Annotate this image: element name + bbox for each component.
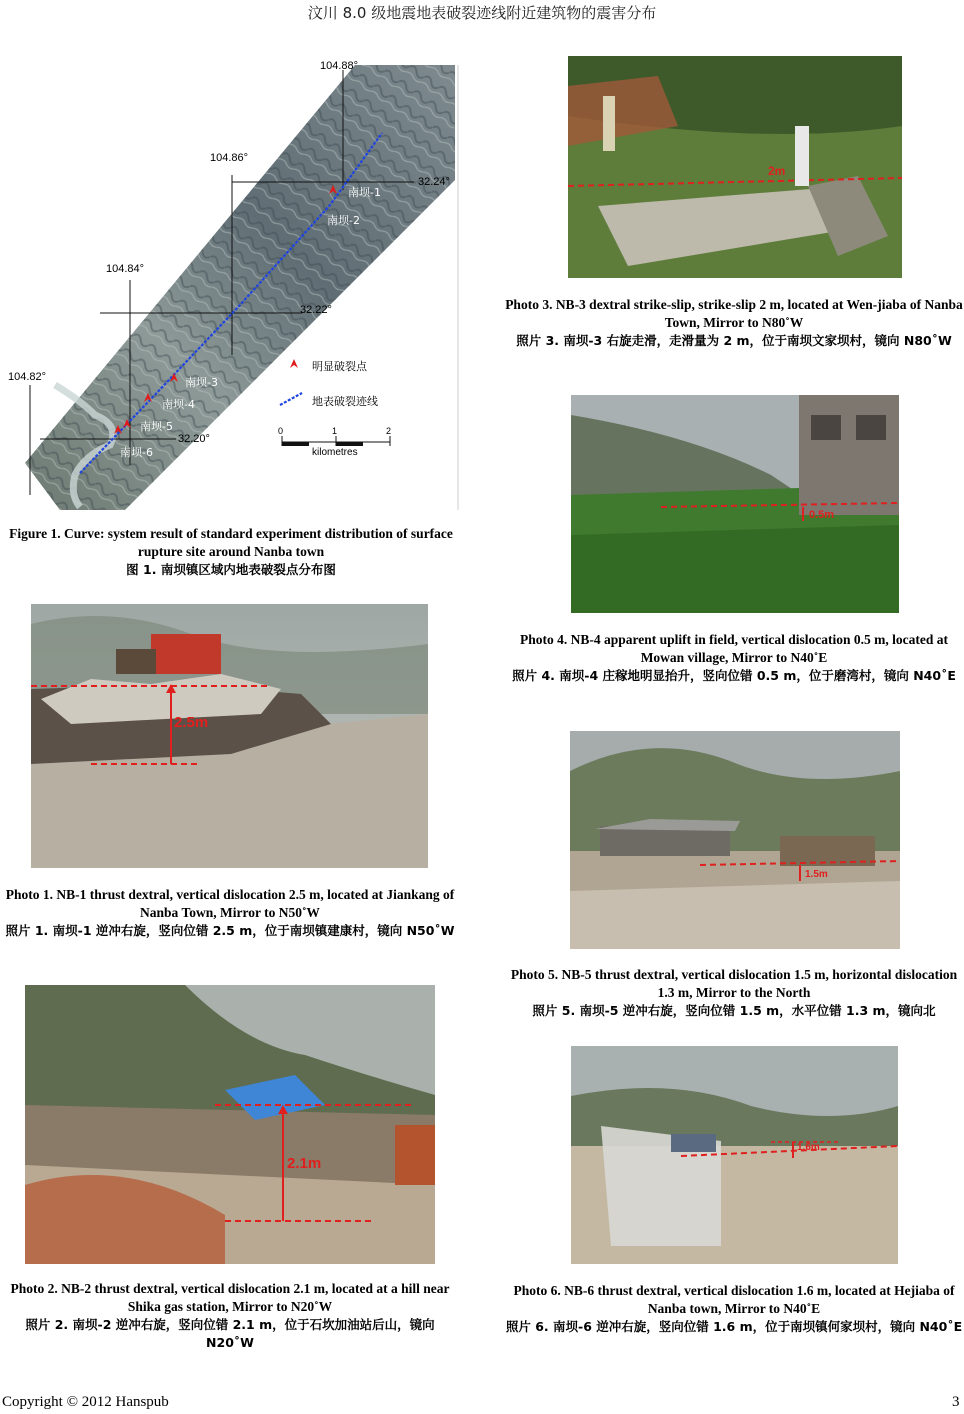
photo-4-caption: Photo 4. NB-4 apparent uplift in field, vertical dislocation 0.5 m, located at Mowan village, Mirror to N40˚E 照片 4. 南坝-4 庄稼地明显抬升，竖向位错 0.5 m，位于磨湾村，镜向 N40˚E <box>512 632 956 683</box>
photo-5-caption: Photo 5. NB-5 thrust dextral, vertical dislocation 1.5 m, horizontal dislocation 1.3 m, Mirror to the North 照片 5. 南坝-5 逆冲右旋，竖向位错 1.5 m，水平位错 1.3 m，镜向北 <box>510 967 958 1018</box>
photo-2-caption: Photo 2. NB-2 thrust dextral, vertical dislocation 2.1 m, located at a hill near Shika gas station, Mirror to N20˚W 照片 2. 南坝-2 逆冲右旋，竖向位错 2.1 m，位于石坎加油站后山，镜向 N20˚W <box>10 1281 450 1350</box>
site-label: 南坝-1 <box>348 186 381 199</box>
photo-3-measure: 2m <box>768 164 786 178</box>
photo-6-measure: 1.6m <box>797 1142 820 1153</box>
figure-1-caption: Figure 1. Curve: system result of standard experiment distribution of surface rupture site around Nanba town 图 1. 南坝镇区域内地表破裂点分布图 <box>9 526 453 577</box>
photo-1-image <box>31 604 428 868</box>
scale-tick: 2 <box>386 426 392 436</box>
photo-4-measure: 0.5m <box>809 509 835 521</box>
photo-5-image <box>570 731 900 949</box>
scale-tick: 1 <box>332 426 338 436</box>
lat-label: 32.20° <box>178 433 210 445</box>
lon-label: 104.88° <box>320 60 359 72</box>
site-label: 南坝-5 <box>140 420 173 433</box>
figure-1-map <box>0 55 460 515</box>
photo-6-caption: Photo 6. NB-6 thrust dextral, vertical dislocation 1.6 m, located at Hejiaba of Nanba town, Mirror to N40˚E 照片 6. 南坝-6 逆冲右旋，竖向位错 1.6 m，位于南坝镇何家坝村，镜向 N40˚E <box>505 1283 963 1334</box>
photo-1-caption: Photo 1. NB-1 thrust dextral, vertical dislocation 2.5 m, located at Jiankang of Nanba Town, Mirror to N50˚W 照片 1. 南坝-1 逆冲右旋，竖向位错 2.5 m，位于南坝镇建康村，镜向 N50˚W <box>5 887 455 938</box>
running-header: 汶川 8.0 级地震地表破裂迹线附近建筑物的震害分布 <box>307 4 657 22</box>
site-label: 南坝-2 <box>327 214 360 227</box>
site-label: 南坝-4 <box>162 398 195 411</box>
photo-2-image <box>25 985 435 1264</box>
lat-label: 32.22° <box>300 304 332 316</box>
photo-2-measure: 2.1m <box>287 1155 322 1172</box>
photo-3-caption: Photo 3. NB-3 dextral strike-slip, strike-slip 2 m, located at Wen-jiaba of Nanba Town, Mirror to N80˚W 照片 3. 南坝-3 右旋走滑，走滑量为 2 m，位于南坝文家坝村，镜向 N80˚W <box>505 297 963 348</box>
lon-label: 104.86° <box>210 152 249 164</box>
scale-tick: 0 <box>278 426 284 436</box>
legend-site: 明显破裂点 <box>312 360 367 373</box>
photo-4-image <box>571 395 899 613</box>
copyright: Copyright © 2012 Hanspub <box>2 1394 169 1410</box>
site-label: 南坝-3 <box>185 376 218 389</box>
scale-unit: kilometres <box>312 447 358 458</box>
page-number: 3 <box>952 1394 960 1410</box>
legend-trace: 地表破裂迹线 <box>312 395 378 408</box>
lon-label: 104.82° <box>8 371 47 383</box>
photo-3-image <box>568 56 902 278</box>
lon-label: 104.84° <box>106 263 145 275</box>
photo-6-image <box>571 1046 898 1264</box>
lat-label: 32.24° <box>418 176 450 188</box>
photo-1-measure: 2.5m <box>174 714 209 731</box>
photo-5-measure: 1.5m <box>805 869 828 880</box>
site-label: 南坝-6 <box>120 446 153 459</box>
